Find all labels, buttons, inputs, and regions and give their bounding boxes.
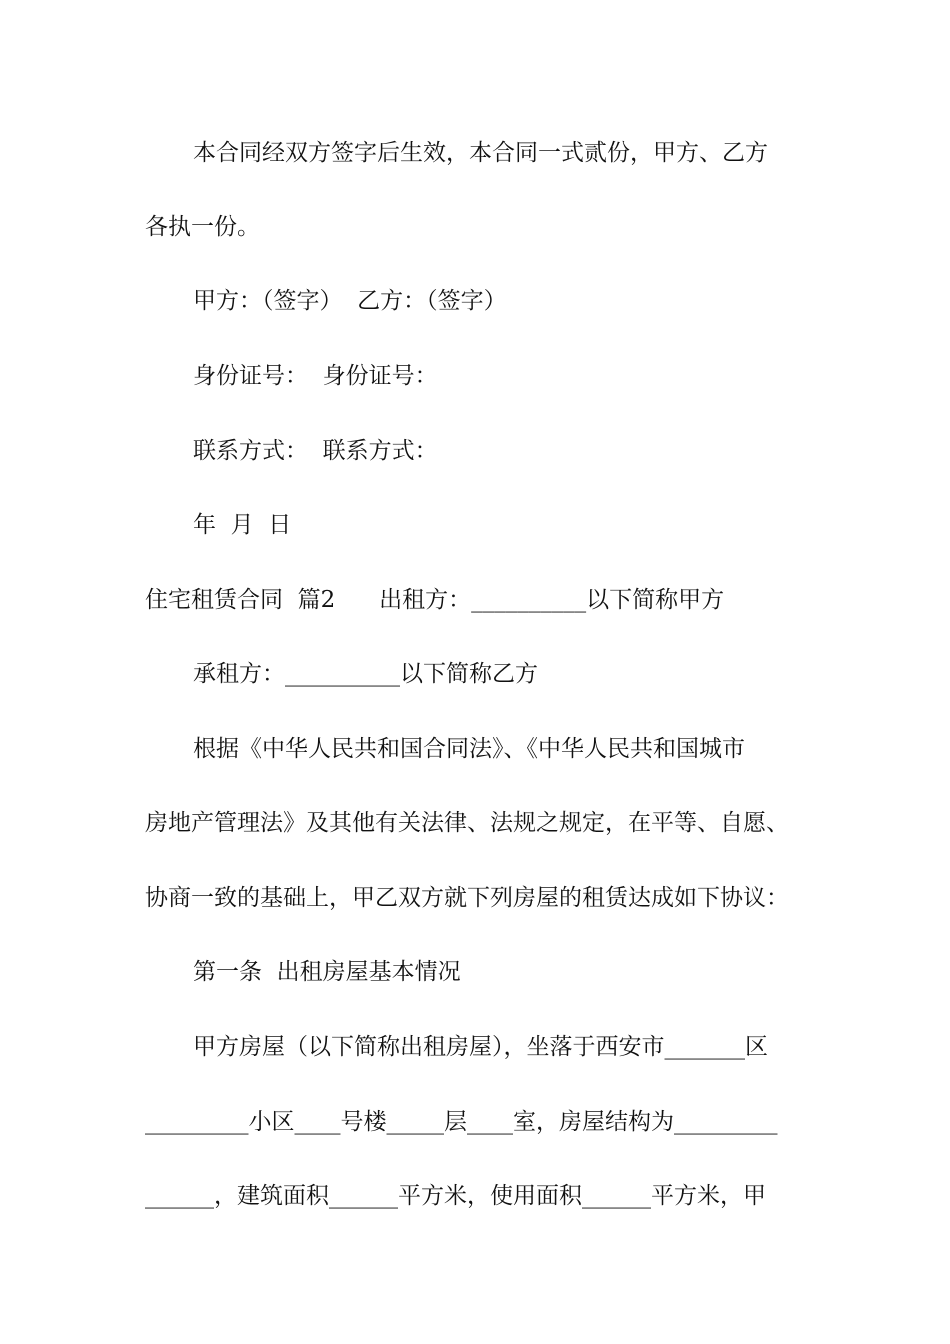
date-line: 年 月 日 [193,512,292,538]
contact-line: 联系方式： 联系方式： [193,438,438,464]
section-title-lessor-line: 住宅租赁合同 篇2 出租方：__________以下简称甲方 [145,587,725,613]
paragraph-house-location-cont-2: ______，建筑面积______平方米，使用面积______平方米，甲 [145,1183,766,1209]
paragraph-house-location-cont-1: _________小区____号楼_____层____室，房屋结构为_________ [145,1109,778,1135]
lessee-line: 承租方：__________以下简称乙方 [193,661,538,687]
paragraph-legal-basis: 根据《中华人民共和国合同法》、《中华人民共和国城市 [193,736,745,762]
paragraph-effect-clause-cont: 各执一份。 [145,214,260,240]
signature-line: 甲方：（签字） 乙方：（签字） [193,288,507,314]
paragraph-legal-basis-cont-1: 房地产管理法》及其他有关法律、法规之规定，在平等、自愿、 [145,810,789,836]
paragraph-legal-basis-cont-2: 协商一致的基础上，甲乙双方就下列房屋的租赁达成如下协议： [145,885,789,911]
paragraph-effect-clause: 本合同经双方签字后生效，本合同一式贰份，甲方、乙方 [193,140,768,166]
id-number-line: 身份证号： 身份证号： [193,363,438,389]
paragraph-house-location: 甲方房屋（以下简称出租房屋），坐落于西安市_______区 [193,1034,768,1060]
article-1-heading: 第一条 出租房屋基本情况 [193,959,461,985]
